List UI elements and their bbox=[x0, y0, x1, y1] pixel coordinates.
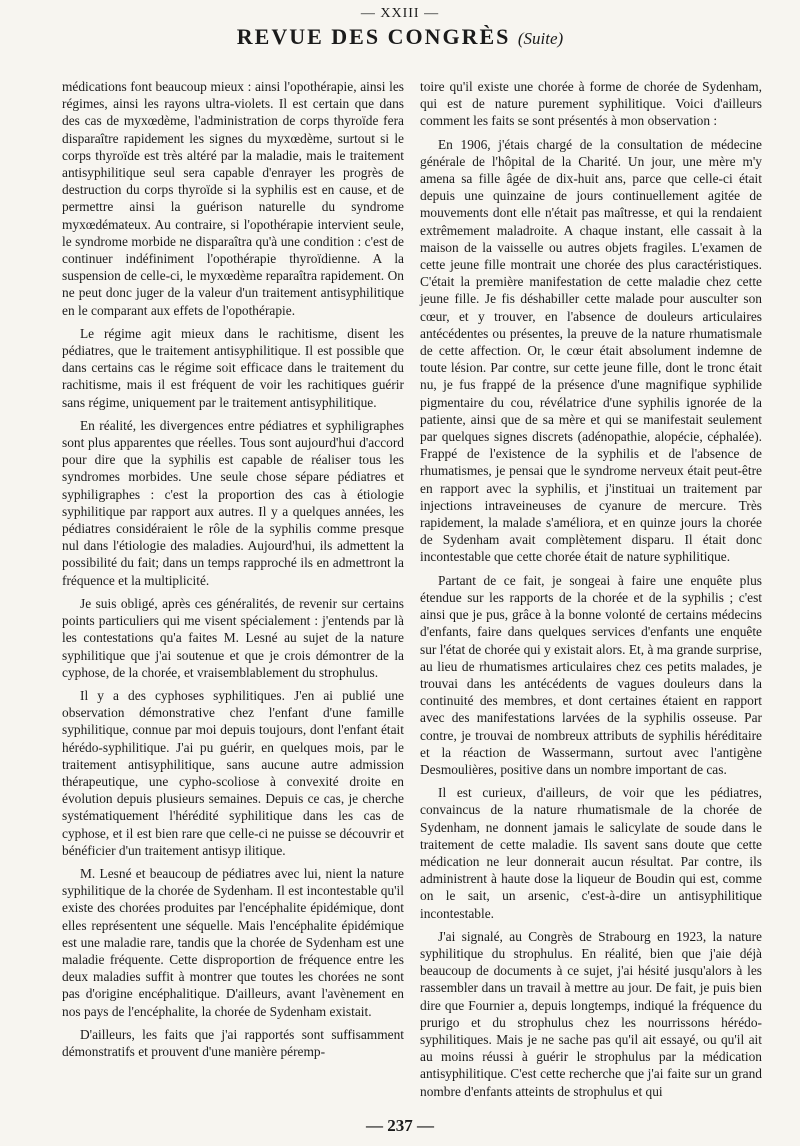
page-number: — 237 — bbox=[366, 1116, 434, 1135]
section-title-text: REVUE DES CONGRÈS bbox=[236, 24, 511, 49]
paragraph: médications font beaucoup mieux : ainsi l'opothérapie, ainsi les régimes, ainsi les rayons ultra-violets. Il est certain que dans des cas de myxœdème, l'administration de corps thyroïde fera disparaître rapidement les signes du myxœdème, surtout si le corps thyroïde est très altéré par la maladie, mais le traitement antisyphilitique seul sera capable d'enrayer les progrès de destruction du corps thyroïde si la syphilis est en cause, et de permettre ainsi la guérison naturelle du syndrome myxœdémateux. Au contraire, si l'opothérapie intervient seule, le syndrome morbide ne disparaîtra qu'à une condition : c'est de continuer indéfiniment l'opothérapie thyroïdienne. A la suspension de celle-ci, le myxœdème reparaîtra rapidement. On ne peut donc juger de la valeur d'un traitement antisyphilitique en le comparant aux effets de l'opothérapie. bbox=[62, 79, 404, 318]
paragraph: Je suis obligé, après ces généralités, de revenir sur certains points particuliers qui me visent spécialement : j'entends par là les contestations qu'a faites M. Lesné au sujet de la nature syphilitique que j'ai soutenue et que je crois démontrer de la cyphose, de la chorée, et vraisemblablement du strophulus. bbox=[62, 595, 404, 680]
paragraph: En réalité, les divergences entre pédiatres et syphiligraphes sont plus apparentes que réelles. Tous sont aujourd'hui d'accord pour dire que la syphilis est capable de réaliser tous les syndromes morbides. Une seule chose sépare pédiatres et syphiligraphes : c'est la proportion des cas à étiologie syphilitique par rapport aux autres. Il y a quelques années, les pédiatres considéraient le rôle de la syphilis comme presque nul dans l'étiologie des maladies. Aujourd'hui, ils admettent la possibilité du fait; dans un temps rapproché ils en admettront la fréquence et la multiplicité. bbox=[62, 417, 404, 588]
paragraph: D'ailleurs, les faits que j'ai rapportés sont suffisamment démonstratifs et prouvent d'une manière péremp- bbox=[62, 1026, 404, 1059]
section-title-suffix: (Suite) bbox=[517, 29, 564, 48]
paragraph: Il est curieux, d'ailleurs, de voir que les pédiatres, convaincus de la nature rhumatismale de la chorée de Sydenham, ne donnent jamais le salicylate de soude dans le traitement de cette maladie. Ils savent sans doute que cette médication ne leur donnerait aucun résultat. Par contre, ils administrent à haute dose la liqueur de Boudin qui est, comme on le sait, un arsenic, c'est-à-dire un antisyphilitique incontestable. bbox=[420, 785, 762, 921]
right-column bbox=[420, 78, 762, 1100]
left-column bbox=[62, 78, 404, 1060]
paragraph: Le régime agit mieux dans le rachitisme, disent les pédiatres, que le traitement antisyphilitique. Il est possible que dans certains cas le régime soit efficace dans le traitement du rachitisme, mais il est fréquent de voir les rachitiques guérir sans régime, uniquement par le traitement antisyphilitique. bbox=[62, 325, 404, 410]
paragraph: Partant de ce fait, je songeai à faire une enquête plus étendue sur les rapports de la chorée et de la syphilis ; c'est ainsi que je pus, grâce à la bonne volonté de certains médecins d'enfants, faire dans quelques services d'enfants une enquête sur l'état de chorée qui y existait alors. Et, à ma grande surprise, au lieu de rhumatismes articulaires chez ces petits malades, je trouvai dans les antécédents de vagues douleurs dans la continuité des membres, et dont certaines étaient en rapport avec des manifestations larvées de la syphilis osseuse. Par contre, je trouvai de nombreux attributs de syphilis héréditaire et la réaction de Wassermann, surtout avec l'antigène Desmoulières, positive dans un nombre important de cas. bbox=[420, 572, 762, 777]
paragraph: Il y a des cyphoses syphilitiques. J'en ai publié une observation démonstrative chez l'enfant d'une famille syphilitique, connue par moi depuis toujours, dont l'enfant était hérédo-syphilitique. J'ai pu guérir, en quelques mois, par le traitement antisyphilitique, sans aucune autre admission thérapeutique, une cypho-scoliose à convexité droite en évolution depuis plusieurs semaines. Depuis ce cas, je cherche systématiquement l'hérédité syphilitique dans les cas de cyphose, et il est bien rare que celle-ci ne puisse se découvrir et bénéficier d'un traitement antisyp ilitique. bbox=[62, 687, 404, 858]
paragraph: J'ai signalé, au Congrès de Strabourg en 1923, la nature syphilitique du strophulus. En réalité, bien que j'aie déjà beaucoup de documents à ce sujet, j'ai hésité jusqu'alors à les rassembler dans un travail à mettre au jour. De fait, je puis bien dire que Fournier a, depuis longtemps, indiqué la fréquence du prurigo et du strophulus chez les nourrissons hérédo-syphilitiques. Mais je ne sache pas qu'il ait essayé, ou qu'il ait au moins réussi à guérir le strophulus par la médication antisyphilitique. C'est cette recherche que j'ai faite sur un grand nombre d'enfants atteints de strophulus et qui bbox=[420, 928, 762, 1099]
paragraph: En 1906, j'étais chargé de la consultation de médecine générale de l'hôpital de la Charité. Un jour, une mère m'y amena sa fille âgée de dix-huit ans, parce que celle-ci était depuis une quinzaine de jours continuellement agitée de mouvements dont elle n'était pas maîtresse, et qui la rendaient extrêmement maladroite. A chaque instant, elle cassait à la maison de la vaisselle ou autres objets fragiles. L'examen de cette jeune fille montrait une chorée des plus caractéristiques. C'était la première manifestation de cette maladie chez cette jeune fille. Je fis déshabiller cette malade pour ausculter son cœur, et y trouver, en l'absence de douleurs articulaires antécédentes ou présentes, la preuve de la nature rhumatismale de cette affection. Or, le cœur était absolument indemne de toute lésion. Par contre, sur cette jeune fille, dont le tronc était nu, je fus frappé de la présence d'une magnifique syphilide pigmentaire du cou, révélatrice d'une syphilis ignorée de la patiente, ainsi que de sa mère et qui se manifestait seulement par quelques signes discrets (adénopathie, alopécie, céphalée). Frappé de l'existence de la syphilis et de l'absence de rhumatismes, je pensai que le syndrome nerveux était peut-être en rapport avec la syphilis, et j'instituai un traitement par injections intraveineuses de cyanure de mercure. Très rapidement, la malade s'améliora, et en quinze jours la chorée de Sydenham avait complètement disparu. Il était donc incontestable que cette chorée était de nature syphilitique. bbox=[420, 136, 762, 565]
section-title bbox=[0, 24, 800, 50]
roman-folio: — XXIII — bbox=[360, 6, 440, 21]
paragraph: toire qu'il existe une chorée à forme de chorée de Sydenham, qui est de nature purement syphilitique. Voici d'ailleurs comment les faits se sont présentés à mon observation : bbox=[420, 79, 762, 129]
page-header bbox=[0, 6, 800, 50]
paragraph: M. Lesné et beaucoup de pédiatres avec lui, nient la nature syphilitique de la chorée de Sydenham. Il est incontestable qu'il existe des chorées produites par l'encéphalite épidémique, dont elles représentent une séquelle. Mais l'encéphalite épidémique est une maladie rare, tandis que la chorée de Sydenham est une maladie fréquente. Cette disproportion de fréquence entre les deux maladies suffit à montrer que toutes les chorées ne sont pas d'origine encéphalitique. D'ailleurs, avant l'avènement en nos pays de l'encéphalite, la chorée de Sydenham existait. bbox=[62, 865, 404, 1019]
